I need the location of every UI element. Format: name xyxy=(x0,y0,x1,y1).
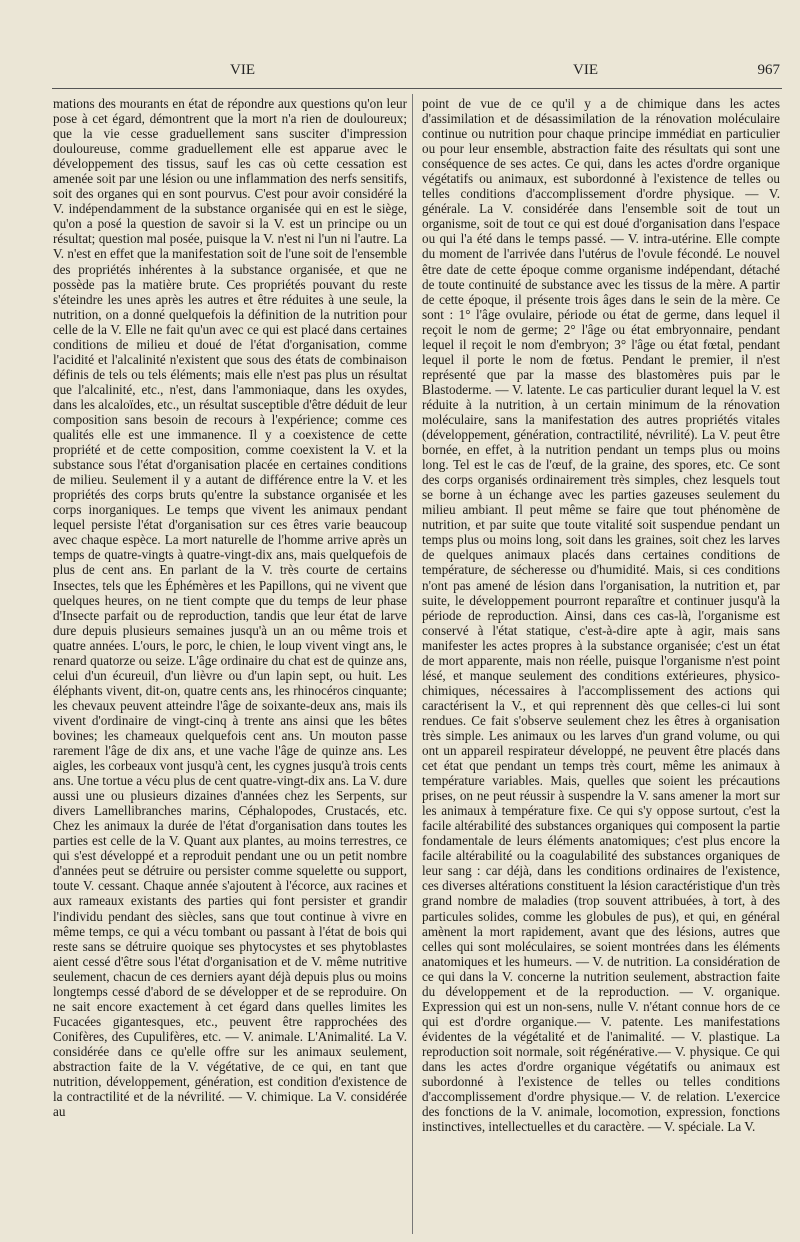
page-number: 967 xyxy=(757,62,780,78)
text-column-right xyxy=(422,96,780,1134)
column-divider xyxy=(412,94,413,1234)
header-word-right: VIE xyxy=(573,62,598,78)
column-left-text: mations des mourants en état de répondre aux questions qu'on leur pose à cet égard, démontrent que la mort n'a rien de douloureux; que la vie cesse graduellement sans susciter d'impression douloureuse, comme graduellement elle est apparue avec le développement des tissus, sauf les cas où cette cessation est amenée soit par une lésion ou une inflammation des nerfs sensitifs, soit des organes qui en sont pourvus. C'est pour avoir considéré la V. indépendamment de la substance organisée qui en est le siège, qu'on a posé la question de savoir si la V. est un principe ou un résultat; question mal posée, puisque la V. n'est ni l'un ni l'autre. La V. n'est en effet que la manifestation soit de l'une soit de l'ensemble des propriétés inhérentes à la substance organisée, et que ne possède pas la matière brute. Ces propriétés pouvant du reste s'éteindre les unes après les autres et être réduites à une seule, la nutrition, on a donné quelquefois la définition de la nutrition pour celle de la V. Elle ne fait qu'un avec ce qui est placé dans certaines conditions de milieu et doué de l'état d'organisation, comme l'acidité et l'alcalinité n'existent que sous des états de combinaison définis de tels ou tels éléments; mais elle n'est pas plus un résultat que l'alcalinité, etc., n'est, dans l'ammoniaque, dans les oxydes, dans les alcaloïdes, etc., un résultat susceptible d'être déduit de leur composition sans besoin de recours à l'expérience; comme ces qualités elle est une immanence. Il y a coexistence de cette propriété et de cette composition, comme coexistent la V. et la substance sous l'état d'organisation placée en certaines conditions de milieu. Seulement il y a autant de différence entre la V. et les propriétés des corps bruts qu'entre la substance organisée et les corps inorganiques. Le temps que vivent les animaux pendant lequel persiste l'état d'organisation sur ces êtres varie beaucoup avec chaque espèce. La mort naturelle de l'homme arrive après un temps de quatre-vingts à quatre-vingt-dix ans, mais quelquefois de plus de cent ans. En parlant de la V. très courte de certains Insectes, tels que les Éphémères et les Papillons, qui ne vivent que quelques heures, on ne tient compte que du temps de leur phase d'Insecte parfait ou de reproduction, tandis que leur état de larve dure depuis plusieurs semaines jusqu'à un an ou même trois et quatre années. L'ours, le porc, le chien, le loup vivent vingt ans, le renard quatorze ou seize. L'âge ordinaire du chat est de quinze ans, celui d'un écureuil, d'un lièvre ou d'un lapin sept, ou huit. Les éléphants vivent, dit-on, quatre cents ans, les rhinocéros cinquante; les chevaux peuvent atteindre l'âge de soixante-deux ans, mais ils vivent d'ordinaire de vingt-cinq à trente ans ainsi que les bêtes bovines; les chameaux quelquefois cent ans. Un mouton passe rarement l'âge de dix ans, et une vache l'âge de quinze ans. Les aigles, les corbeaux vont jusqu'à cent, les cygnes jusqu'à trois cents ans. Une tortue a vécu plus de cent quatre-vingt-dix ans. La V. dure aussi une ou plusieurs dizaines d'années chez les Serpents, sur divers Lamellibranches marins, Céphalopodes, Crustacés, etc. Chez les animaux la durée de l'état d'organisation dans toutes les parties est celle de la V. Quant aux plantes, au moins terrestres, ce qui s'est développé et a reproduit pendant une ou un petit nombre d'années peut se détruire ou persister comme squelette ou support, toute V. cessant. Chaque année s'ajoutent à l'écorce, aux racines et aux rameaux existants des parties qui font persister et grandir l'individu pendant des siècles, sans que tout continue à vivre en même temps, ce qui a vécu tombant ou passant à l'état de bois qui reste sans se détruire quoique ses phytocystes et ses phytoblastes aient cessé d'être sous l'état d'organisation et de V. même nutritive seulement, chacun de ces derniers ayant déjà depuis plus ou moins longtemps cessé d'abord de se développer et de se reproduire. On ne sait encore exactement à cet égard dans quelles limites les Fucacées gigantesques, etc., peuvent être rapprochées des Conifères, des Cupulifères, etc. — V. animale. L'Animalité. La V. considérée dans ce qu'elle offre sur les animaux seulement, abstraction faite de la V. végétative, de ce qui, en tant que nutrition, développement, génération, est condition d'existence de la contractilité et de la névrilité. — V. chimique. La V. considérée au xyxy=(53,96,407,1120)
column-right-text: point de vue de ce qu'il y a de chimique dans les actes d'assimilation et de désassimilation de la rénovation moléculaire continue ou nutrition pour chaque principe immédiat en particulier ou pour leur ensemble, abstraction faite des résultats qui sont une conséquence de ses actes. Ce qui, dans les actes d'ordre organique végétatifs ou animaux, est subordonné à l'existence de telles ou telles conditions d'accomplissement d'ordre physique. — V. générale. La V. considérée dans l'ensemble soit de tout un organisme, soit de tout ce qui est doué d'organisation dans l'espace ou qui l'a été dans le temps passé. — V. intra-utérine. Elle compte du moment de l'arrivée dans l'utérus de l'ovule fécondé. Le nouvel être date de cette époque comme organisme indépendant, détaché de toute continuité de substance avec les tissus de la mère. A partir de cette époque, il présente trois âges dans le sein de la mère. Ce sont : 1° l'âge ovulaire, période ou état de germe, dans lequel il reçoit le nom de germe; 2° l'âge ou état embryonnaire, pendant lequel il reçoit le nom d'embryon; 3° l'âge ou état fœtal, pendant lequel il porte le nom de fœtus. Pendant le premier, il n'est représenté que par la masse des blastomères puis par le Blastoderme. — V. latente. Le cas particulier durant lequel la V. est réduite à la nutrition, à un certain minimum de la rénovation moléculaire, sans la manifestation des autres propriétés vitales (développement, génération, contractilité, névrilité). La V. peut être bornée, en effet, à la nutrition pendant un temps plus ou moins long. Tel est le cas de l'œuf, de la graine, des spores, etc. Ce sont des corps organisés ordinairement très simples, chez lesquels tout se borne à un échange avec les parties gazeuses seulement du milieu ambiant. Il peut même se faire que tout phénomène de nutrition, et par suite que toute vitalité soit suspendue pendant un temps plus ou moins long, soit dans les graines, soit chez les larves de quelques animaux placés dans certaines conditions de température, de sécheresse ou d'humidité. Mais, si ces conditions n'ont pas amené de lésion dans l'organisation, la nutrition et, par suite, le développement pourront reparaître et continuer jusqu'à la période de reproduction. Ainsi, dans ces cas-là, l'organisme est conservé à l'état statique, c'est-à-dire apte à agir, mais sans manifester les actes propres à la substance organisée; c'est un état de mort apparente, mais non réelle, puisque l'organisme n'est point lésé, et manque seulement des conditions extérieures, physico-chimiques, nécessaires à l'accomplissement des actions qui caractérisent la V., et qui reprennent dès que celles-ci lui sont rendues. Ce fait s'observe seulement chez les êtres à organisation très simple. Les animaux ou les larves d'un grand volume, ou qui ont un appareil respirateur développé, ne peuvent être placés dans cet état que pendant un temps très court, même les animaux à température variables. Mais, quelles que soient les précautions prises, on ne peut réussir à suspendre la V. sans amener la mort sur les animaux à température fixe. Ce qui s'y oppose surtout, c'est la facile altérabilité des substances organiques qui composent la partie fondamentale de leurs éléments anatomiques; c'est plus encore la facile altérabilité ou la coagulabilité des substances organiques de leur sang : car déjà, dans les conditions ordinaires de l'existence, ces diverses altérations constituent la lésion caractéristique d'un très grand nombre de maladies (trop souvent attribuées, à tort, à des particules solides, comme les globules de pus), et qui, en général amènent la mort rapidement, avant que des lésions, autres que celles qui sont moléculaires, se soient montrées dans les éléments anatomiques et les humeurs. — V. de nutrition. La considération de ce qui dans la V. concerne la nutrition seulement, abstraction faite du développement et de la reproduction. — V. organique. Expression qui est un non-sens, nulle V. n'étant connue hors de ce qui est d'ordre organique.— V. patente. Les manifestations évidentes de la végétalité et de l'animalité. — V. plastique. La reproduction soit normale, soit régénérative.— V. physique. Ce qui dans les actes d'ordre organique végétatifs ou animaux est subordonné à l'existence de telles ou telles conditions d'accomplissement d'ordre physique.— V. de relation. L'exercice des fonctions de la V. animale, locomotion, expression, fonctions instinctives, intellectuelles et du caractère. — V. spéciale. La V. xyxy=(422,96,780,1135)
header-rule xyxy=(52,88,782,89)
text-column-left xyxy=(53,96,407,1119)
header-word-left: VIE xyxy=(230,62,255,78)
running-header xyxy=(50,62,780,84)
